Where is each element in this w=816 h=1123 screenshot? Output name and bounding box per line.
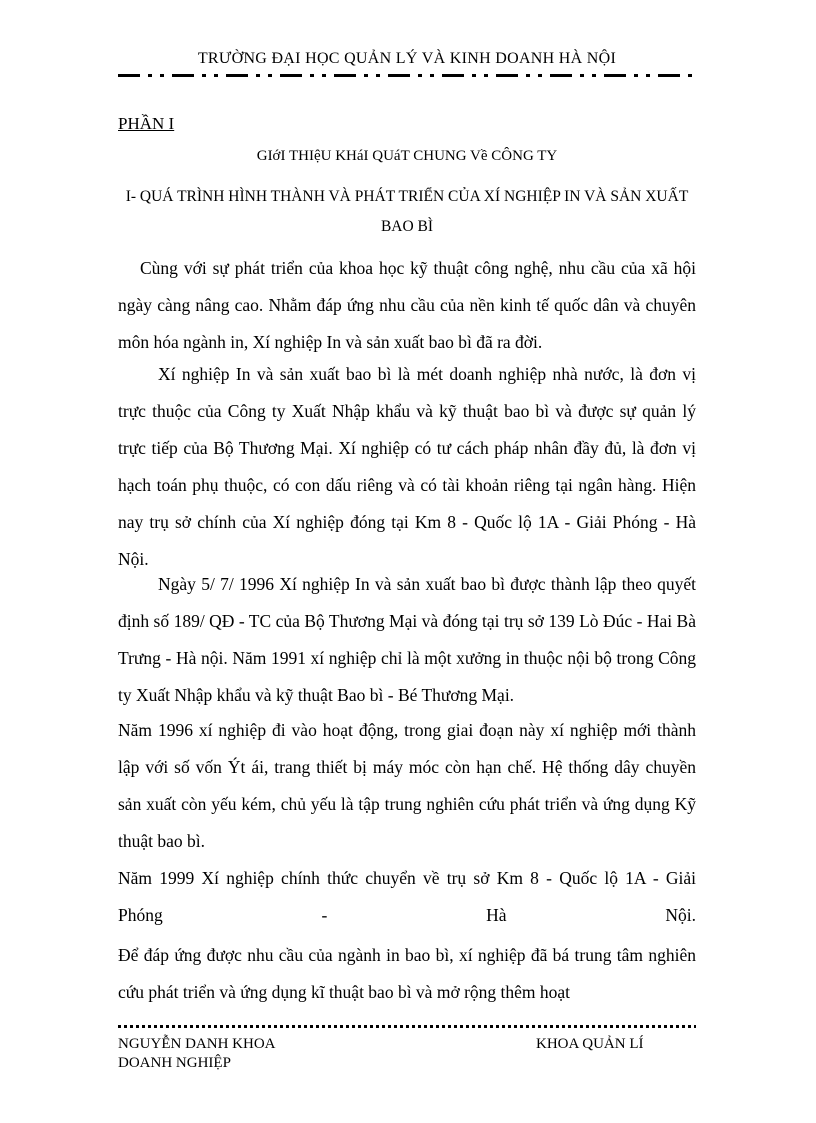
footer-author-name: NGUYỄN DANH KHOA — [118, 1036, 276, 1052]
footer-dotted-rule — [118, 1025, 696, 1028]
header-dash-dot-rule — [118, 74, 696, 77]
footer-author-department: DOANH NGHIỆP — [118, 1055, 231, 1071]
paragraph-6: Để đáp ứng được nhu cầu của ngành in bao bì, xí nghiệp đã bá trung tâm nghiên cứu phát triển và ứng dụng kĩ thuật bao bì và mở rộng thêm hoạt — [118, 945, 696, 1002]
footer-author — [118, 1035, 276, 1073]
footer-faculty: KHOA QUẢN LÍ — [536, 1036, 644, 1052]
section-label: PHẦN I — [118, 114, 175, 133]
paragraph-4: Năm 1996 xí nghiệp đi vào hoạt động, trong giai đoạn này xí nghiệp mới thành lập với số vốn Ýt ái, trang thiết bị máy móc còn hạn chế. Hệ thống dây chuyền sản xuất còn yếu kém, chủ yếu là tập trung nghiên cứu phát triển và ứng dụng Kỹ thuật bao bì. — [118, 720, 696, 851]
paragraph-1: Cùng với sự phát triển của khoa học kỹ thuật công nghệ, nhu cầu của xã hội ngày càng nâng cao. Nhằm đáp ứng nhu cầu của nền kinh tế quốc dân và chuyên môn hóa ngành in, Xí nghiệp In và sản xuất bao bì đã ra đời. — [118, 258, 696, 352]
header-title: TRƯỜNG ĐẠI HỌC QUẢN LÝ VÀ KINH DOANH HÀ NỘI — [197, 50, 617, 67]
paragraph-5: Năm 1999 Xí nghiệp chính thức chuyển về trụ sở Km 8 - Quốc lộ 1A - Giải Phóng - Hà Nội. — [118, 868, 696, 925]
paragraph-2: Xí nghiệp In và sản xuất bao bì là mét doanh nghiệp nhà nước, là đơn vị trực thuộc của Công ty Xuất Nhập khẩu và kỹ thuật bao bì và được sự quản lý trực tiếp của Bộ Thương Mại. Xí nghiệp có tư cách pháp nhân đầy đủ, là đơn vị hạch toán phụ thuộc, có con dấu riêng và có tài khoản riêng tại ngân hàng. Hiện nay trụ sở chính của Xí nghiệp đóng tại Km 8 - Quốc lộ 1A - Giải Phóng - Hà Nội. — [118, 364, 696, 569]
intro-heading: GIớI THIệU KHáI QUáT CHUNG Về CÔNG TY — [256, 148, 558, 164]
sub-heading: I- QUÁ TRÌNH HÌNH THÀNH VÀ PHÁT TRIỂN CỦA XÍ NGHIỆP IN VÀ SẢN XUẤT BAO BÌ — [125, 188, 689, 235]
paragraph-3: Ngày 5/ 7/ 1996 Xí nghiệp In và sản xuất bao bì được thành lập theo quyết định số 189/ QĐ - TC của Bộ Thương Mại và đóng tại trụ sở 139 Lò Đúc - Hai Bà Trưng - Hà nội. Năm 1991 xí nghiệp chỉ là một xưởng in thuộc nội bộ trong Công ty Xuất Nhập khẩu và kỹ thuật Bao bì - Bé Thương Mại. — [118, 574, 696, 705]
